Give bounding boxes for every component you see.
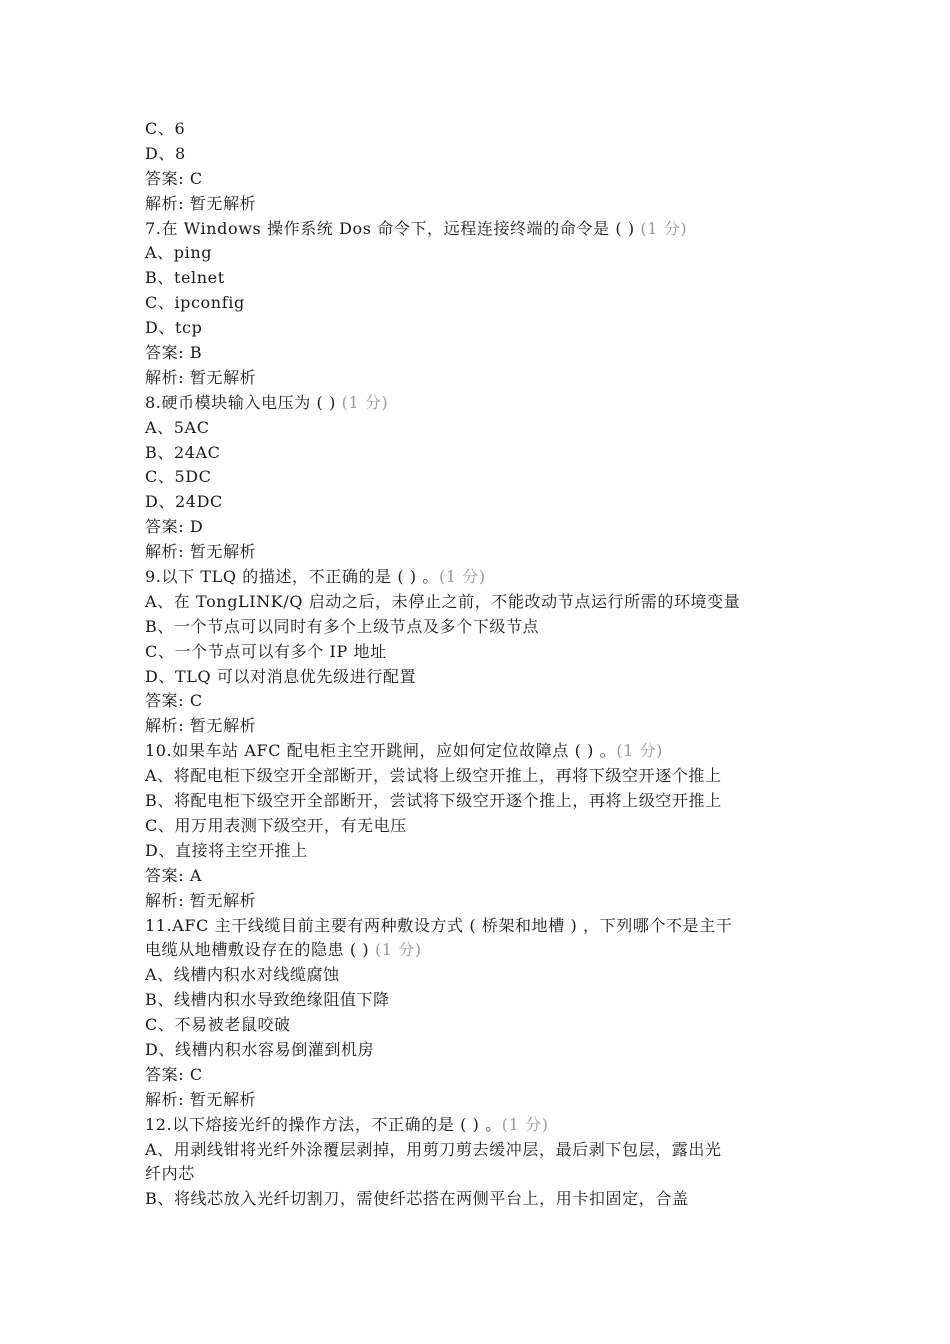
line-text: D、8 bbox=[145, 143, 186, 163]
question-score: (1 分) bbox=[374, 940, 422, 960]
text-line bbox=[145, 217, 815, 242]
line-text: 纤内芯 bbox=[145, 1164, 195, 1184]
text-line bbox=[145, 963, 815, 988]
line-text: B、telnet bbox=[145, 268, 225, 288]
line-text: D、tcp bbox=[145, 318, 203, 338]
line-text: 解析: 暂无解析 bbox=[145, 716, 257, 736]
text-line bbox=[145, 1138, 815, 1163]
line-text: A、线槽内积水对线缆腐蚀 bbox=[145, 965, 340, 985]
line-text: B、线槽内积水导致绝缘阻值下降 bbox=[145, 990, 390, 1010]
text-line bbox=[145, 1063, 815, 1088]
question-score: (1 分) bbox=[640, 218, 688, 238]
question-score: (1 分) bbox=[341, 392, 389, 412]
line-text: 解析: 暂无解析 bbox=[145, 193, 257, 213]
text-line bbox=[145, 689, 815, 714]
text-line bbox=[145, 789, 815, 814]
line-text: C、6 bbox=[145, 119, 186, 138]
text-line bbox=[145, 764, 815, 789]
line-text: 解析: 暂无解析 bbox=[145, 367, 257, 387]
line-text: 答案: A bbox=[145, 865, 203, 885]
text-line bbox=[145, 640, 815, 665]
text-line bbox=[145, 1088, 815, 1113]
line-text: A、在 TongLINK/Q 启动之后，未停止之前，不能改动节点运行所需的环境变量 bbox=[145, 591, 741, 611]
line-text: 答案: B bbox=[145, 343, 203, 363]
line-text: 7.在 Windows 操作系统 Dos 命令下，远程连接终端的命令是 ( ) bbox=[145, 218, 641, 238]
text-line bbox=[145, 192, 815, 217]
text-line bbox=[145, 142, 815, 167]
text-line bbox=[145, 540, 815, 565]
line-text: 解析: 暂无解析 bbox=[145, 890, 257, 910]
line-text: B、将配电柜下级空开全部断开，尝试将下级空开逐个推上，再将上级空开推上 bbox=[145, 791, 722, 811]
line-text: A、将配电柜下级空开全部断开，尝试将上级空开推上，再将下级空开逐个推上 bbox=[145, 766, 722, 786]
text-line bbox=[145, 665, 815, 690]
text-line bbox=[145, 1113, 815, 1138]
line-text: B、一个节点可以同时有多个上级节点及多个下级节点 bbox=[145, 616, 540, 636]
line-text: A、ping bbox=[145, 243, 213, 263]
line-text: 9.以下 TLQ 的描述，不正确的是 ( ) 。 bbox=[145, 567, 439, 587]
text-line bbox=[145, 814, 815, 839]
text-line bbox=[145, 714, 815, 739]
text-line bbox=[145, 391, 815, 416]
text-line bbox=[145, 615, 815, 640]
text-line bbox=[145, 266, 815, 291]
line-text: A、用剥线钳将光纤外涂覆层剥掉，用剪刀剪去缓冲层，最后剥下包层，露出光 bbox=[145, 1139, 722, 1159]
question-score: (1 分) bbox=[439, 567, 486, 587]
text-line bbox=[145, 565, 815, 590]
line-text: C、5DC bbox=[145, 467, 212, 487]
text-line bbox=[145, 441, 815, 466]
text-line bbox=[145, 341, 815, 366]
text-line bbox=[145, 889, 815, 914]
text-line bbox=[145, 291, 815, 316]
question-score: (1 分) bbox=[501, 1114, 549, 1134]
line-text: B、将线芯放入光纤切割刀，需使纤芯搭在两侧平台上，用卡扣固定，合盖 bbox=[145, 1189, 689, 1209]
line-text: 8.硬币模块输入电压为 ( ) bbox=[145, 392, 342, 412]
text-line bbox=[145, 864, 815, 889]
text-line bbox=[145, 1162, 815, 1187]
text-line bbox=[145, 938, 815, 963]
text-line bbox=[145, 490, 815, 515]
text-line bbox=[145, 1187, 815, 1212]
line-text: 11.AFC 主干线缆目前主要有两种敷设方式 ( 桥架和地槽 ) ，下列哪个不是主干 bbox=[145, 915, 733, 935]
text-line bbox=[145, 988, 815, 1013]
line-text: A、5AC bbox=[145, 417, 210, 437]
line-text: 答案: C bbox=[145, 168, 203, 188]
line-text: 答案: C bbox=[145, 691, 203, 711]
text-line bbox=[145, 1013, 815, 1038]
line-text: D、TLQ 可以对消息优先级进行配置 bbox=[145, 666, 417, 686]
text-line bbox=[145, 416, 815, 441]
text-line bbox=[145, 590, 815, 615]
line-text: D、直接将主空开推上 bbox=[145, 840, 308, 860]
text-line bbox=[145, 1038, 815, 1063]
line-text: 答案: C bbox=[145, 1064, 203, 1084]
line-text: D、24DC bbox=[145, 492, 223, 512]
text-line bbox=[145, 515, 815, 540]
text-line bbox=[145, 316, 815, 341]
line-text: 解析: 暂无解析 bbox=[145, 1089, 257, 1109]
line-text: C、ipconfig bbox=[145, 293, 245, 313]
text-line bbox=[145, 117, 815, 142]
line-text: 10.如果车站 AFC 配电柜主空开跳闸，应如何定位故障点 ( ) 。 bbox=[145, 741, 617, 761]
line-text: B、24AC bbox=[145, 442, 221, 462]
line-text: C、不易被老鼠咬破 bbox=[145, 1015, 291, 1035]
line-text: 12.以下熔接光纤的操作方法，不正确的是 ( ) 。 bbox=[145, 1114, 502, 1134]
line-text: C、一个节点可以有多个 IP 地址 bbox=[145, 641, 387, 661]
line-text: C、用万用表测下级空开，有无电压 bbox=[145, 815, 407, 835]
line-text: 解析: 暂无解析 bbox=[145, 542, 257, 562]
text-line bbox=[145, 167, 815, 192]
text-line bbox=[145, 241, 815, 266]
line-text: 电缆从地槽敷设存在的隐患 ( ) bbox=[145, 940, 375, 960]
line-text: 答案: D bbox=[145, 517, 204, 537]
document-page bbox=[145, 117, 815, 1212]
text-line bbox=[145, 839, 815, 864]
text-line bbox=[145, 914, 815, 939]
text-line bbox=[145, 366, 815, 391]
question-score: (1 分) bbox=[616, 741, 664, 761]
line-text: D、线槽内积水容易倒灌到机房 bbox=[145, 1039, 375, 1059]
text-line bbox=[145, 465, 815, 490]
text-line bbox=[145, 739, 815, 764]
